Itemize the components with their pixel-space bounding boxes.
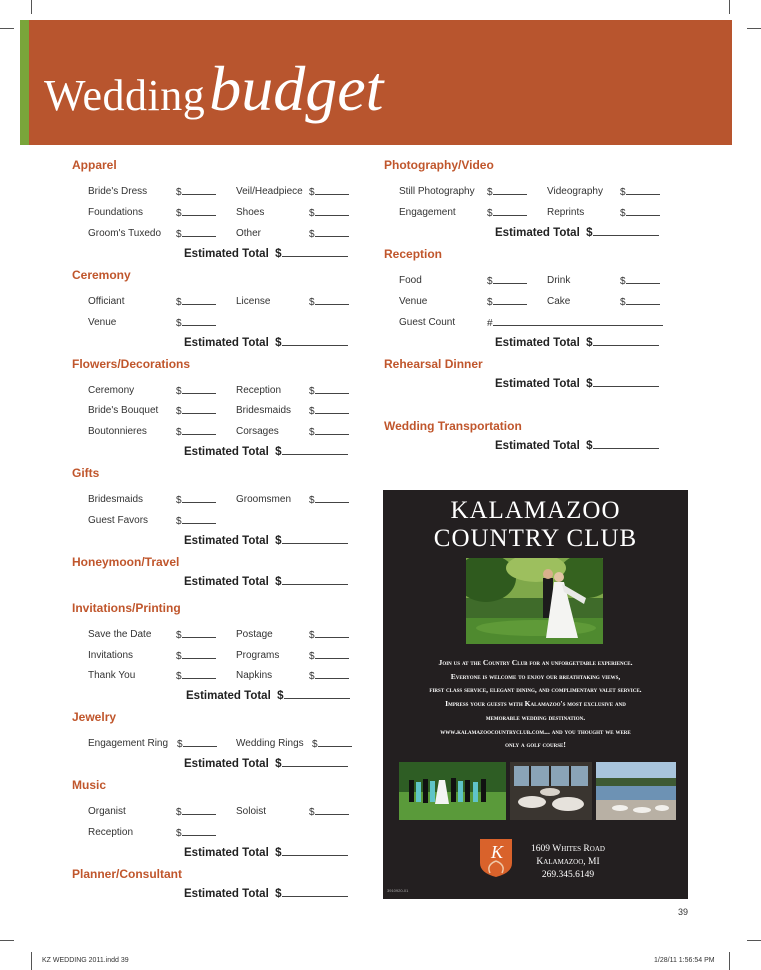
field-label: Guest Count [399,317,456,328]
field-label: Videography [547,186,603,197]
amount-field[interactable]: $ [176,670,216,682]
estimated-total[interactable]: Estimated Total $ [184,445,348,458]
amount-field[interactable]: $ [176,629,216,641]
field-label: Venue [399,296,428,307]
amount-field[interactable]: $ [176,426,216,438]
amount-field[interactable]: $ [309,385,349,397]
section-title-gifts: Gifts [72,466,100,480]
estimated-total[interactable]: Estimated Total $ [184,846,348,859]
amount-field[interactable]: $ [309,405,349,417]
field-label: Save the Date [88,629,152,640]
ad-website-link[interactable]: www.kalamazoocountryclub.com... and you thought we were [440,726,631,736]
crop-mark [0,28,14,29]
amount-field[interactable]: $ [620,275,660,287]
amount-field[interactable]: $ [309,650,349,662]
lake-view-photo [596,762,676,820]
field-label: Ceremony [88,385,135,396]
field-label: Engagement [399,207,456,218]
footer-timestamp: 1/28/11 1:56:54 PM [654,957,715,964]
ad-phone: 269.345.6149 [541,870,595,880]
section-title-flowers: Flowers/Decorations [72,357,191,371]
field-label: Wedding Rings [236,738,304,749]
amount-field[interactable]: $ [176,186,216,198]
ad-title-line1: KALAMAZOO [450,497,621,524]
amount-field[interactable]: $ [487,275,527,287]
section-title-honeymoon: Honeymoon/Travel [72,555,180,569]
amount-field[interactable]: $ [176,515,216,527]
amount-field[interactable]: $ [309,186,349,198]
amount-field[interactable]: $ [177,738,217,750]
field-label: Soloist [236,806,267,817]
crop-mark [0,940,14,941]
logo-letter: K [490,842,503,862]
crop-mark [31,0,32,14]
amount-field[interactable]: $ [309,228,349,240]
crop-mark [31,952,32,970]
field-label: Programs [236,650,280,661]
field-label: Reception [88,827,134,838]
estimated-total[interactable]: Estimated Total $ [184,575,348,588]
field-label: Food [399,275,422,286]
field-label: Invitations [88,650,134,661]
field-label: Postage [236,629,273,640]
amount-field[interactable]: $ [176,494,216,506]
estimated-total[interactable]: Estimated Total $ [184,247,348,260]
field-label: Drink [547,275,571,286]
estimated-total[interactable]: Estimated Total $ [184,757,348,770]
ad-city: Kalamazoo, MI [536,857,600,867]
estimated-total[interactable]: Estimated Total $ [186,689,350,702]
section-title-jewelry: Jewelry [72,710,117,724]
amount-field[interactable]: $ [309,629,349,641]
section-title-transportation: Wedding Transportation [384,419,522,433]
ad-title-line2: COUNTRY CLUB [433,525,638,552]
amount-field[interactable]: $ [620,207,660,219]
ad-address: 1609 Whites Road [531,844,605,854]
country-club-ad [383,490,688,899]
field-label: Bridesmaids [236,405,292,416]
amount-field[interactable]: $ [176,385,216,397]
dining-room-photo [510,762,592,820]
field-label: Thank You [88,670,136,681]
amount-field[interactable]: $ [309,426,349,438]
page-number: 39 [678,907,689,917]
ad-code: 3910920-01 [387,888,409,893]
section-title-invitations: Invitations/Printing [72,601,181,615]
estimated-total[interactable]: Estimated Total $ [184,534,348,547]
estimated-total[interactable]: Estimated Total $ [495,439,659,452]
amount-field[interactable]: $ [487,296,527,308]
field-label: Boutonnieres [88,426,147,437]
field-label: Guest Favors [88,515,149,526]
estimated-total[interactable]: Estimated Total $ [495,226,659,239]
amount-field[interactable]: $ [309,296,349,308]
field-label: Reprints [547,207,585,218]
field-label: Groomsmen [236,494,292,505]
field-label: Veil/Headpiece [236,186,303,197]
field-label: Still Photography [399,186,475,197]
field-label: Organist [88,806,126,817]
field-label: Venue [88,317,117,328]
amount-field[interactable]: $ [176,650,216,662]
amount-field[interactable]: $ [176,228,216,240]
field-label: Engagement Ring [88,738,169,749]
page-title: Weddingbudget [44,53,384,124]
ad-body-text: Join us at the Country Club for an unforgettable experience. Everyone is welcome to enjoy our breathtaking views, first class service, elegant dining, and complimentary valet service. Impress your guests with Kalamazoo's most exclusive and memorable wedding destination. www.kalamazoocountryclub.com... and you thought we were only a golf course! [391,656,680,752]
amount-field[interactable]: $ [312,738,352,750]
section-title-rehearsal: Rehearsal Dinner [384,357,483,371]
estimated-total[interactable]: Estimated Total $ [184,887,348,900]
crop-mark [747,28,761,29]
field-label: Groom's Tuxedo [88,228,162,239]
field-label: Other [236,228,262,239]
amount-field[interactable]: $ [487,186,527,198]
section-title-planner: Planner/Consultant [72,867,183,881]
field-label: Corsages [236,426,279,437]
crop-mark [729,0,730,14]
field-label: Foundations [88,207,144,218]
amount-field[interactable]: $ [176,296,216,308]
amount-field[interactable]: $ [487,207,527,219]
field-label: Bridesmaids [88,494,144,505]
section-title-reception: Reception [384,247,443,261]
amount-field[interactable]: $ [309,207,349,219]
amount-field[interactable]: $ [309,494,349,506]
amount-field[interactable]: $ [620,296,660,308]
amount-field[interactable]: $ [176,806,216,818]
field-label: Shoes [236,207,265,218]
crop-mark [729,952,730,970]
wedding-party-photo [399,762,506,820]
accent-bar [20,20,29,145]
field-label: Bride's Dress [88,186,148,197]
amount-field[interactable]: $ [309,670,349,682]
amount-field[interactable]: $ [176,827,216,839]
field-label: Bride's Bouquet [88,405,159,416]
amount-field[interactable]: $ [176,405,216,417]
field-label: Officiant [88,296,125,307]
guest-count-field[interactable]: # [487,317,663,329]
crop-mark [747,940,761,941]
section-title-ceremony: Ceremony [72,268,131,282]
field-label: Cake [547,296,571,307]
amount-field[interactable]: $ [309,806,349,818]
field-label: License [236,296,271,307]
amount-field[interactable]: $ [620,186,660,198]
estimated-total[interactable]: Estimated Total $ [184,336,348,349]
section-title-photography: Photography/Video [384,158,494,172]
estimated-total[interactable]: Estimated Total $ [495,336,659,349]
field-label: Napkins [236,670,273,681]
amount-field[interactable]: $ [176,317,216,329]
amount-field[interactable]: $ [176,207,216,219]
estimated-total[interactable]: Estimated Total $ [495,377,659,390]
section-title-apparel: Apparel [72,158,117,172]
section-title-music: Music [72,778,107,792]
wedding-couple-photo [466,558,603,644]
field-label: Reception [236,385,282,396]
footer-file: KZ WEDDING 2011.indd 39 [42,957,129,964]
